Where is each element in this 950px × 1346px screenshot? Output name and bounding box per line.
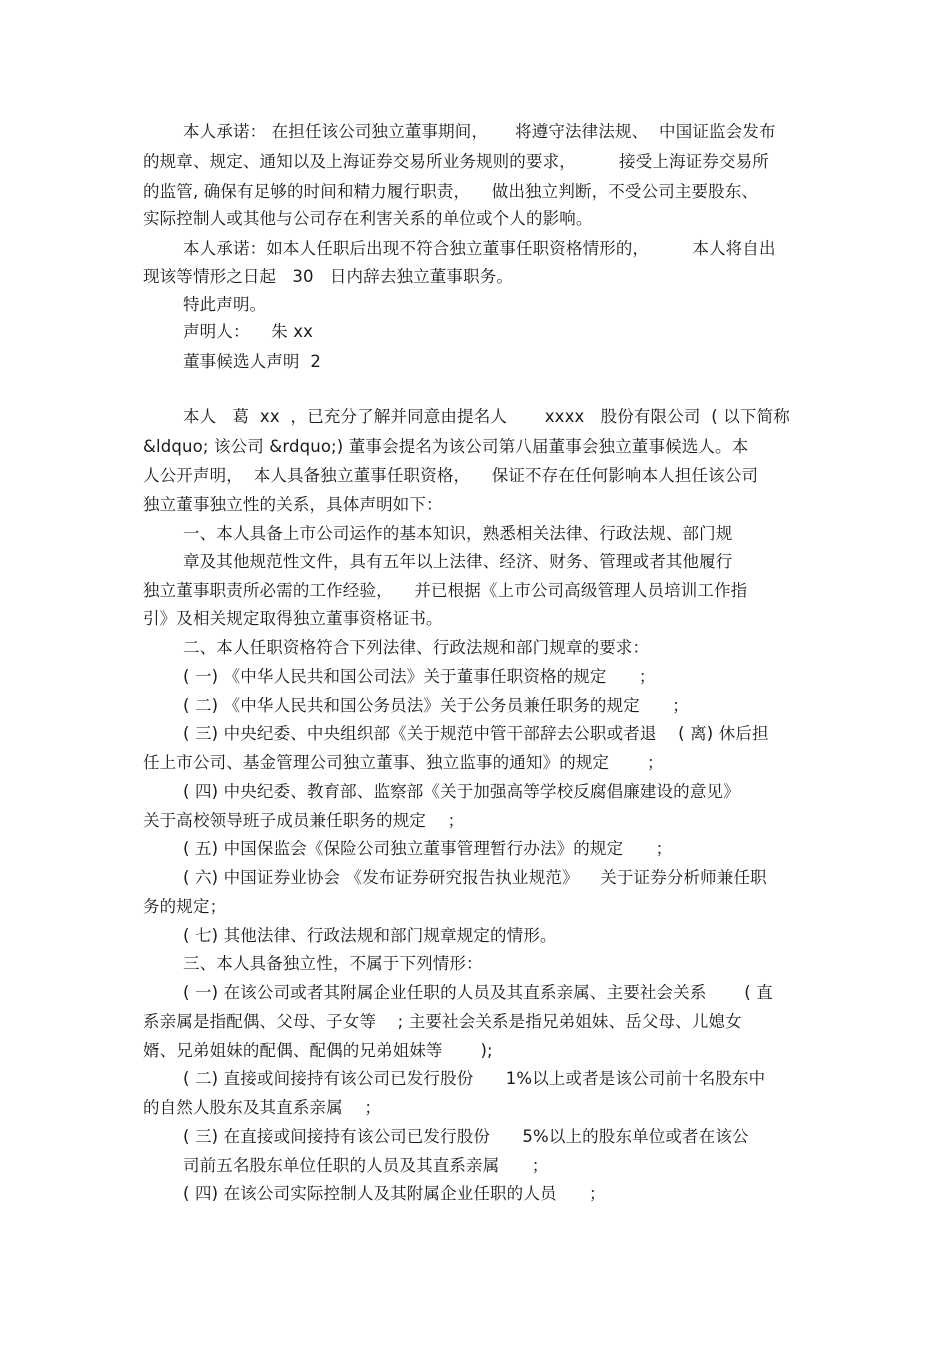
text-line: 章及其他规范性文件，具有五年以上法律、经济、财务、管理或者其他履行 xyxy=(183,552,733,571)
text-line: ( 二) 直接或间接持有该公司已发行股份 1%以上或者是该公司前十名股东中 xyxy=(183,1069,766,1088)
text-line: ( 四) 中央纪委、教育部、监察部《关于加强高等学校反腐倡廉建设的意见》 xyxy=(183,782,740,801)
text-line: 一、本人具备上市公司运作的基本知识，熟悉相关法律、行政法规、部门规 xyxy=(183,524,733,543)
text-line: ( 三) 中央纪委、中央组织部《关于规范中管干部辞去公职或者退 ( 离) 休后担 xyxy=(183,724,769,743)
text-line: 二、本人任职资格符合下列法律、行政法规和部门规章的要求： xyxy=(183,638,650,657)
text-line: ( 一) 在该公司或者其附属企业任职的人员及其直系亲属、主要社会关系 ( 直 xyxy=(183,983,773,1002)
text-line: ( 二) 《中华人民共和国公务员法》关于公务员兼任职务的规定 ； xyxy=(183,696,689,715)
text-line: 现该等情形之日起 30 日内辞去独立董事职务。 xyxy=(143,267,514,286)
text-line: 人公开声明， 本人具备独立董事任职资格， 保证不存在任何影响本人担任该公司 xyxy=(143,466,759,485)
text-line: 声明人： 朱 xx xyxy=(183,322,314,341)
section-heading: 董事候选人声明 2 xyxy=(183,352,321,371)
text-line: 关于高校领导班子成员兼任职务的规定 ； xyxy=(143,811,465,830)
text-line: 司前五名股东单位任职的人员及其直系亲属 ； xyxy=(183,1156,549,1175)
text-line: 独立董事独立性的关系，具体声明如下： xyxy=(143,495,443,514)
text-line: 特此声明。 xyxy=(183,295,267,314)
text-line: 任上市公司、基金管理公司独立董事、独立监事的通知》的规定 ； xyxy=(143,753,664,772)
text-line: 系亲属是指配偶、父母、子女等 ; 主要社会关系是指兄弟姐妹、岳父母、儿媳女 xyxy=(143,1012,742,1031)
text-line: ( 五) 中国保监会《保险公司独立董事管理暂行办法》的规定 ； xyxy=(183,839,673,858)
text-line: ( 六) 中国证券业协会 《发布证券研究报告执业规范》 关于证券分析师兼任职 xyxy=(183,868,767,887)
text-line: 婿、兄弟姐妹的配偶、配偶的兄弟姐妹等 ); xyxy=(143,1041,493,1060)
text-line: 的监管, 确保有足够的时间和精力履行职责， 做出独立判断，不受公司主要股东、 xyxy=(143,182,759,201)
text-line: 的规章、规定、通知以及上海证券交易所业务规则的要求， 接受上海证券交易所 xyxy=(143,152,769,171)
text-line: 独立董事职责所必需的工作经验， 并已根据《上市公司高级管理人员培训工作指 xyxy=(143,581,748,600)
text-line: 引》及相关规定取得独立董事资格证书。 xyxy=(143,609,443,628)
text-line: &ldquo; 该公司 &rdquo;) 董事会提名为该公司第八届董事会独立董事候选人。本 xyxy=(143,437,749,456)
text-line: 本人承诺：如本人任职后出现不符合独立董事任职资格情形的， 本人将自出 xyxy=(183,239,776,258)
text-line: 的自然人股东及其直系亲属 ； xyxy=(143,1098,382,1117)
text-line: 本人 葛 xx ，已充分了解并同意由提名人 xxxx 股份有限公司 ( 以下简称 xyxy=(183,407,790,426)
text-line: 实际控制人或其他与公司存在利害关系的单位或个人的影响。 xyxy=(143,209,593,228)
text-line: ( 四) 在该公司实际控制人及其附属企业任职的人员 ； xyxy=(183,1184,606,1203)
text-line: 三、本人具备独立性，不属于下列情形： xyxy=(183,954,483,973)
text-line: 本人承诺： 在担任该公司独立董事期间， 将遵守法律法规、 中国证监会发布 xyxy=(183,122,776,141)
text-line: 务的规定； xyxy=(143,897,227,916)
text-line: ( 一) 《中华人民共和国公司法》关于董事任职资格的规定 ； xyxy=(183,667,656,686)
text-line: ( 三) 在直接或间接持有该公司已发行股份 5%以上的股东单位或者在该公 xyxy=(183,1127,749,1146)
text-line: ( 七) 其他法律、行政法规和部门规章规定的情形。 xyxy=(183,926,557,945)
